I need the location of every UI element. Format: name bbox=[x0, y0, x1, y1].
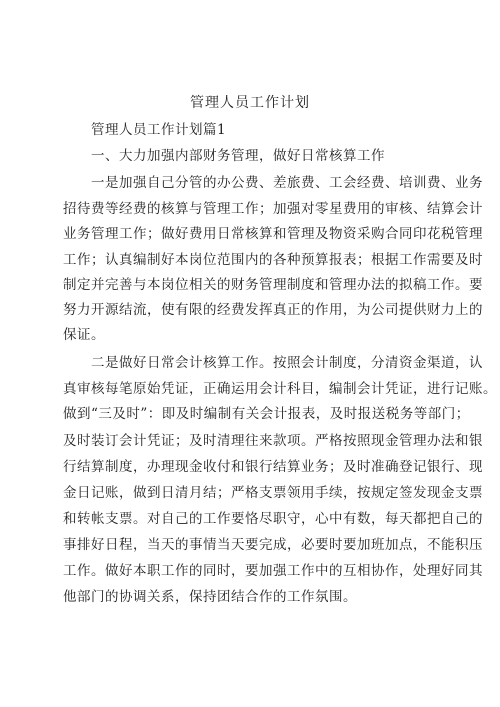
paragraph-line: 招待费等经费的核算与管理工作；加强对零星费用的审核、结算会计 bbox=[63, 201, 483, 217]
paragraph-line: 工作。做好本职工作的同时，要加强工作中的互相协作，处理好同其 bbox=[63, 563, 483, 579]
paragraph-line: 事排好日程，当天的事情当天要完成，必要时要加班加点，不能积压 bbox=[63, 537, 483, 553]
paragraph-line: 业务管理工作；做好费用日常核算和管理及物资采购合同印花税管理 bbox=[63, 226, 483, 242]
paragraph-line: 他部门的协调关系，保持团结合作的工作氛围。 bbox=[63, 589, 357, 605]
paragraph-line: 和转帐支票。对自己的工作要恪尽职守，心中有数，每天都把自己的 bbox=[63, 511, 483, 527]
paragraph-line: 真审核每笔原始凭证，正确运用会计科目，编制会计凭证，进行记账。 bbox=[63, 381, 497, 397]
paragraph-line: 行结算制度，办理现金收付和银行结算业务；及时准确登记银行、现 bbox=[63, 459, 483, 475]
paragraph-line: 制定并完善与本岗位相关的财务管理制度和管理办法的拟稿工作。要 bbox=[63, 277, 483, 293]
paragraph-line: 二是做好日常会计核算工作。按照会计制度，分清资金渠道，认 bbox=[91, 355, 483, 371]
paragraph-line: 努力开源结流，使有限的经费发挥真正的作用，为公司提供财力上的 bbox=[63, 302, 483, 318]
paragraph-line: 金日记账，做到日清月结；严格支票领用手续，按规定签发现金支票 bbox=[63, 485, 483, 501]
section-heading: 一、大力加强内部财务管理，做好日常核算工作 bbox=[91, 148, 385, 164]
document-title: 管理人员工作计划 bbox=[190, 95, 310, 111]
paragraph-line: 一是加强自己分管的办公费、差旅费、工会经费、培训费、业务 bbox=[91, 175, 483, 191]
paragraph-line: 及时装订会计凭证；及时清理往来款项。严格按照现金管理办法和银 bbox=[63, 433, 483, 449]
paragraph-line: 做到“三及时”：即及时编制有关会计报表，及时报送税务等部门； bbox=[63, 406, 470, 422]
paragraph-line: 保证。 bbox=[63, 327, 105, 343]
paragraph-line: 工作；认真编制好本岗位范围内的各种预算报表；根据工作需要及时 bbox=[63, 252, 483, 268]
document-subtitle: 管理人员工作计划篇1 bbox=[91, 122, 227, 138]
